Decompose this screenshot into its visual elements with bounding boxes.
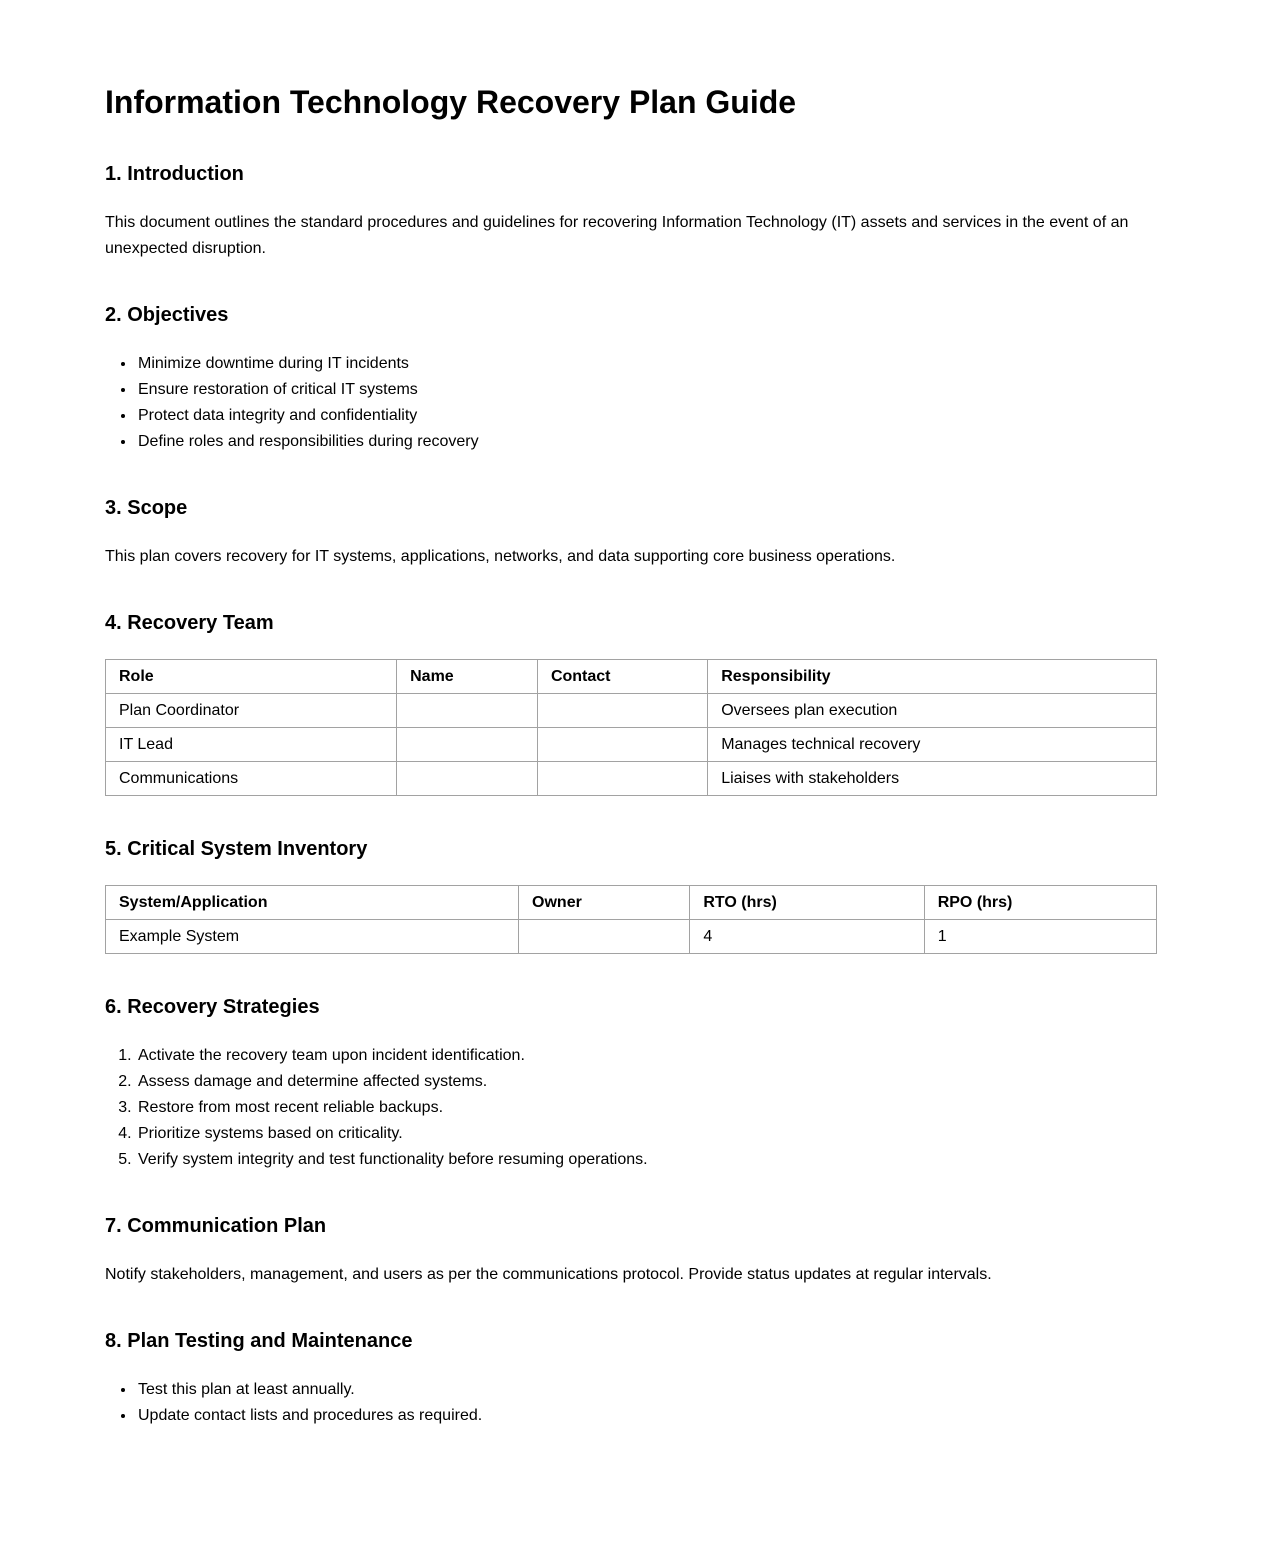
list-item: • Update contact lists and procedures as required. [136,1403,1157,1429]
list-item: • Protect data integrity and confidentiality [136,403,1157,429]
table-cell [537,761,707,795]
table-cell: Manages technical recovery [708,727,1157,761]
page-title: Information Technology Recovery Plan Guide [105,84,797,120]
list-item: • Ensure restoration of critical IT systems [136,377,1157,403]
table-cell: Communications [106,761,397,795]
table-row [106,761,1157,795]
table-cell: 1 [924,919,1156,953]
section-heading-introduction: 1. Introduction [105,162,244,185]
introduction-paragraph: This document outlines the standard procedures and guidelines for recovering Information Technology (IT) assets and services in the event of an unexpected disruption. [105,213,1129,257]
table-row [106,693,1157,727]
column-header: RPO (hrs) [924,885,1156,919]
critical-system-inventory-table [105,885,1157,954]
section-heading-plan-testing: 8. Plan Testing and Maintenance [105,1329,413,1352]
table-cell [537,693,707,727]
section-heading-scope: 3. Scope [105,496,188,519]
column-header: Responsibility [708,659,1157,693]
table-cell [397,693,538,727]
table-cell: Liaises with stakeholders [708,761,1157,795]
table-header-row [106,885,1157,919]
table-cell: 4 [690,919,924,953]
section-heading-objectives: 2. Objectives [105,303,229,326]
table-row [106,727,1157,761]
table-header-row [106,659,1157,693]
list-item: • Test this plan at least annually. [136,1377,1157,1403]
column-header: Owner [519,885,690,919]
table-row [106,919,1157,953]
section-heading-critical-inventory: 5. Critical System Inventory [105,837,368,860]
table-cell: Oversees plan execution [708,693,1157,727]
scope-paragraph: This plan covers recovery for IT systems, applications, networks, and data supporting core business operations. [105,547,896,565]
column-header: Role [106,659,397,693]
objectives-list [105,351,1157,455]
column-header: Contact [537,659,707,693]
column-header: RTO (hrs) [690,885,924,919]
list-item: 2. Assess damage and determine affected systems. [136,1069,1157,1095]
list-item: 5. Verify system integrity and test functionality before resuming operations. [136,1147,1157,1173]
list-item: • Define roles and responsibilities during recovery [136,429,1157,455]
section-heading-recovery-team: 4. Recovery Team [105,611,274,634]
column-header: System/Application [106,885,519,919]
table-cell: IT Lead [106,727,397,761]
communication-plan-paragraph: Notify stakeholders, management, and users as per the communications protocol. Provide status updates at regular intervals. [105,1265,992,1283]
column-header: Name [397,659,538,693]
table-cell [519,919,690,953]
table-cell: Plan Coordinator [106,693,397,727]
list-item: 3. Restore from most recent reliable backups. [136,1095,1157,1121]
plan-testing-list [105,1377,1157,1429]
table-cell: Example System [106,919,519,953]
section-heading-recovery-strategies: 6. Recovery Strategies [105,995,320,1018]
table-cell [397,727,538,761]
recovery-strategies-list [105,1043,1157,1173]
section-heading-communication-plan: 7. Communication Plan [105,1214,327,1237]
list-item: • Minimize downtime during IT incidents [136,351,1157,377]
recovery-team-table [105,659,1157,796]
table-cell [537,727,707,761]
list-item: 4. Prioritize systems based on criticality. [136,1121,1157,1147]
list-item: 1. Activate the recovery team upon incident identification. [136,1043,1157,1069]
table-cell [397,761,538,795]
